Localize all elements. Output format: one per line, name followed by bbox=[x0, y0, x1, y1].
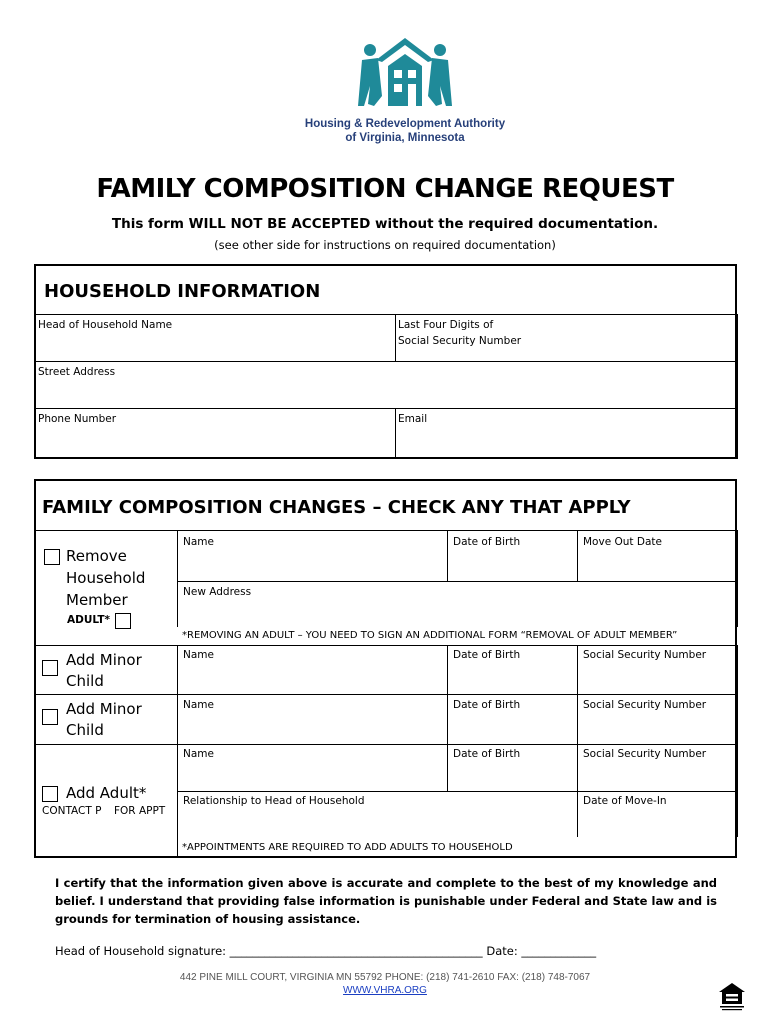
minor1-label-line1: Add Minor bbox=[66, 651, 142, 669]
remove-member-label bbox=[66, 545, 145, 611]
head-of-household-name-field[interactable] bbox=[35, 314, 396, 362]
family-composition-changes-section bbox=[34, 479, 737, 858]
minor1-name-label: Name bbox=[183, 649, 214, 661]
minor1-name-field[interactable] bbox=[177, 645, 448, 695]
signature-line[interactable]: Head of Household signature: ____________________________________________ Date: _____________ bbox=[55, 944, 597, 958]
add-adult-label: Add Adult* bbox=[66, 784, 147, 802]
new-address-label: New Address bbox=[183, 586, 252, 598]
remove-name-field[interactable] bbox=[177, 530, 448, 582]
house-family-logo-icon bbox=[358, 36, 452, 108]
contact-label: CONTACT P bbox=[42, 805, 102, 817]
minor1-ssn-label: Social Security Number bbox=[583, 649, 707, 661]
minor1-dob-label: Date of Birth bbox=[453, 649, 521, 661]
remove-label-line3: Member bbox=[66, 591, 128, 609]
minor2-ssn-label: Social Security Number bbox=[583, 699, 707, 711]
remove-member-checkbox[interactable] bbox=[44, 549, 60, 565]
move-out-date-field[interactable] bbox=[577, 530, 738, 582]
adult-column-divider bbox=[177, 744, 178, 858]
minor1-dob-field[interactable] bbox=[447, 645, 578, 695]
adult-dob-field[interactable] bbox=[447, 744, 578, 792]
add-adult-checkbox[interactable] bbox=[42, 786, 58, 802]
minor2-dob-field[interactable] bbox=[447, 694, 578, 745]
head-name-label: Head of Household Name bbox=[38, 319, 173, 331]
move-out-label: Move Out Date bbox=[583, 536, 662, 548]
adult-name-field[interactable] bbox=[177, 744, 448, 792]
minor1-label-line2: Child bbox=[66, 672, 104, 690]
email-label: Email bbox=[398, 413, 428, 425]
footer-address: 442 PINE MILL COURT, VIRGINIA MN 55792 PHONE: (218) 741-2610 FAX: (218) 748-7067 bbox=[179, 972, 591, 983]
add-minor1-label bbox=[66, 649, 142, 692]
phone-number-field[interactable] bbox=[35, 408, 396, 459]
add-minor2-checkbox[interactable] bbox=[42, 709, 58, 725]
minor2-dob-label: Date of Birth bbox=[453, 699, 521, 711]
minor2-name-label: Name bbox=[183, 699, 214, 711]
for-appt-label: FOR APPT bbox=[114, 805, 166, 817]
ssn-label-line1: Last Four Digits of bbox=[398, 319, 494, 331]
email-field[interactable] bbox=[395, 408, 738, 459]
adult-label: ADULT* bbox=[67, 614, 110, 626]
remove-label-line1: Remove bbox=[66, 547, 127, 565]
adult-dob-label: Date of Birth bbox=[453, 748, 521, 760]
changes-heading: FAMILY COMPOSITION CHANGES – CHECK ANY THAT APPLY bbox=[42, 497, 631, 518]
add-adult-note: *APPOINTMENTS ARE REQUIRED TO ADD ADULTS TO HOUSEHOLD bbox=[182, 842, 513, 853]
ssn-last-four-field[interactable] bbox=[395, 314, 738, 362]
remove-name-label: Name bbox=[183, 536, 214, 548]
page-subnote: (see other side for instructions on required documentation) bbox=[214, 238, 556, 252]
org-name-line1: Housing & Redevelopment Authority bbox=[304, 118, 506, 130]
ssn-label-line2: Social Security Number bbox=[398, 335, 522, 347]
relationship-label: Relationship to Head of Household bbox=[183, 795, 365, 807]
relationship-field[interactable] bbox=[177, 791, 578, 837]
org-logo bbox=[290, 36, 520, 148]
adult-ssn-field[interactable] bbox=[577, 744, 738, 792]
move-in-date-field[interactable] bbox=[577, 791, 738, 837]
minor1-ssn-field[interactable] bbox=[577, 645, 738, 695]
equal-housing-opportunity-icon bbox=[718, 982, 746, 1012]
move-in-label: Date of Move-In bbox=[583, 795, 667, 807]
phone-label: Phone Number bbox=[38, 413, 117, 425]
household-heading: HOUSEHOLD INFORMATION bbox=[44, 281, 321, 302]
remove-label-line2: Household bbox=[66, 569, 146, 587]
remove-adult-checkbox[interactable] bbox=[115, 613, 131, 629]
minor2-label-line1: Add Minor bbox=[66, 700, 142, 718]
adult-ssn-label: Social Security Number bbox=[583, 748, 707, 760]
street-label: Street Address bbox=[38, 366, 116, 378]
page-subtitle: This form WILL NOT BE ACCEPTED without the required documentation. bbox=[111, 216, 659, 232]
page-title: FAMILY COMPOSITION CHANGE REQUEST bbox=[96, 174, 674, 204]
street-address-field[interactable] bbox=[35, 361, 738, 409]
remove-dob-label: Date of Birth bbox=[453, 536, 521, 548]
org-name-line2: of Virginia, Minnesota bbox=[345, 132, 465, 144]
add-minor1-checkbox[interactable] bbox=[42, 660, 58, 676]
remove-dob-field[interactable] bbox=[447, 530, 578, 582]
minor2-label-line2: Child bbox=[66, 721, 104, 739]
certification-statement: I certify that the information given above is accurate and complete to the best of my knowledge and belief. I understand that providing false information is punishable under Federal and State law and is grounds for termination of housing assistance. bbox=[55, 876, 717, 926]
remove-adult-note: *REMOVING AN ADULT – YOU NEED TO SIGN AN ADDITIONAL FORM “REMOVAL OF ADULT MEMBER” bbox=[182, 630, 678, 641]
adult-name-label: Name bbox=[183, 748, 214, 760]
household-information-section bbox=[34, 264, 737, 459]
minor2-ssn-field[interactable] bbox=[577, 694, 738, 745]
add-minor2-label bbox=[66, 698, 142, 741]
minor2-name-field[interactable] bbox=[177, 694, 448, 745]
footer-website-link[interactable]: WWW.VHRA.ORG bbox=[343, 985, 427, 996]
new-address-field[interactable] bbox=[177, 581, 738, 627]
